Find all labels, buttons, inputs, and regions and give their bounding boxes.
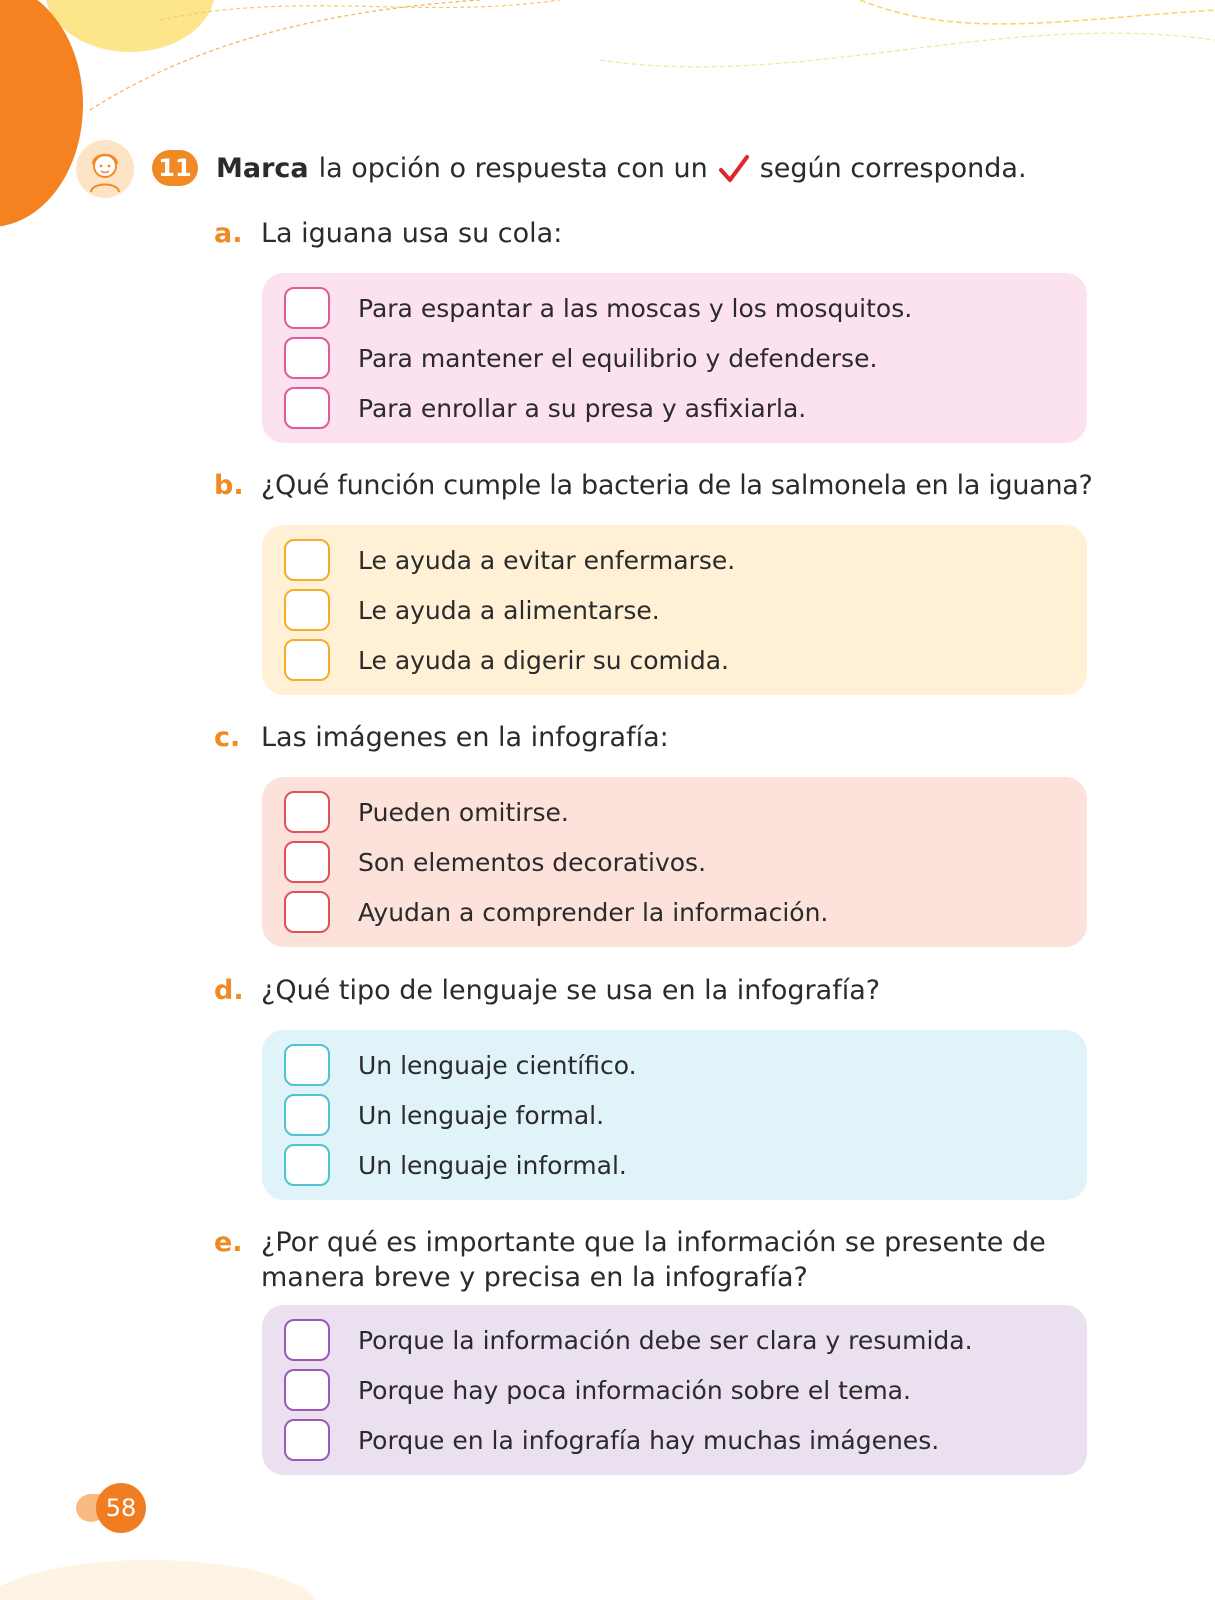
- option-row: [284, 889, 828, 935]
- option-row: [284, 1042, 637, 1088]
- option-checkbox[interactable]: [284, 841, 330, 883]
- option-row: [284, 285, 912, 331]
- question-e: [214, 1225, 1054, 1295]
- question-c: [214, 720, 1104, 755]
- option-checkbox[interactable]: [284, 1144, 330, 1186]
- instruction-bold-verb: Marca: [216, 153, 309, 184]
- question-text: ¿Qué función cumple la bacteria de la salmonela en la iguana?: [261, 470, 1093, 501]
- option-row: [284, 587, 660, 633]
- question-letter: d.: [214, 975, 244, 1006]
- options-box-e: [262, 1305, 1087, 1475]
- question-b: [214, 468, 1104, 503]
- option-label: Un lenguaje científico.: [358, 1050, 637, 1080]
- instruction-text: [216, 150, 1027, 188]
- option-label: Porque hay poca información sobre el tema.: [358, 1375, 911, 1405]
- option-checkbox[interactable]: [284, 791, 330, 833]
- option-checkbox[interactable]: [284, 1369, 330, 1411]
- option-label: Le ayuda a alimentarse.: [358, 595, 660, 625]
- student-avatar-icon: [76, 140, 134, 198]
- option-label: Para mantener el equilibrio y defenderse.: [358, 343, 878, 373]
- option-row: [284, 637, 729, 683]
- option-checkbox[interactable]: [284, 1044, 330, 1086]
- option-row: [284, 1317, 973, 1363]
- option-row: [284, 1142, 627, 1188]
- option-label: Un lenguaje informal.: [358, 1150, 627, 1180]
- checkmark-icon: [718, 154, 750, 184]
- page-number: 58: [96, 1483, 146, 1533]
- options-box-a: [262, 273, 1087, 443]
- question-text: Las imágenes en la infografía:: [261, 722, 669, 753]
- option-checkbox[interactable]: [284, 1094, 330, 1136]
- option-label: Son elementos decorativos.: [358, 847, 707, 877]
- question-a: [214, 216, 1104, 251]
- option-label: Porque en la infografía hay muchas imágenes.: [358, 1425, 940, 1455]
- options-box-b: [262, 525, 1087, 695]
- option-row: [284, 789, 569, 835]
- option-label: Le ayuda a evitar enfermarse.: [358, 545, 736, 575]
- option-row: [284, 839, 706, 885]
- option-row: [284, 385, 806, 431]
- question-text: ¿Por qué es importante que la información se presente de manera breve y precisa en la infografía?: [261, 1227, 1046, 1293]
- option-row: [284, 1092, 604, 1138]
- option-checkbox[interactable]: [284, 287, 330, 329]
- options-box-d: [262, 1030, 1087, 1200]
- option-label: Porque la información debe ser clara y resumida.: [358, 1325, 973, 1355]
- option-label: Le ayuda a digerir su comida.: [358, 645, 729, 675]
- option-checkbox[interactable]: [284, 539, 330, 581]
- option-checkbox[interactable]: [284, 639, 330, 681]
- options-box-c: [262, 777, 1087, 947]
- option-label: Para espantar a las moscas y los mosquitos.: [358, 293, 913, 323]
- option-label: Un lenguaje formal.: [358, 1100, 605, 1130]
- option-label: Pueden omitirse.: [358, 797, 569, 827]
- option-label: Para enrollar a su presa y asfixiarla.: [358, 393, 807, 423]
- option-checkbox[interactable]: [284, 1319, 330, 1361]
- question-d: [214, 973, 1104, 1008]
- option-row: [284, 335, 877, 381]
- question-letter: b.: [214, 470, 244, 501]
- question-letter: e.: [214, 1227, 243, 1258]
- option-row: [284, 1417, 939, 1463]
- question-text: La iguana usa su cola:: [261, 218, 563, 249]
- option-checkbox[interactable]: [284, 589, 330, 631]
- option-row: [284, 537, 735, 583]
- instruction-text-start: la opción o respuesta con un: [318, 153, 708, 184]
- activity-number-badge: 11: [152, 150, 198, 186]
- option-checkbox[interactable]: [284, 1419, 330, 1461]
- option-checkbox[interactable]: [284, 387, 330, 429]
- question-letter: c.: [214, 722, 241, 753]
- option-row: [284, 1367, 911, 1413]
- question-text: ¿Qué tipo de lenguaje se usa en la infografía?: [261, 975, 881, 1006]
- instruction-text-end: según corresponda.: [759, 153, 1027, 184]
- option-checkbox[interactable]: [284, 337, 330, 379]
- option-label: Ayudan a comprender la información.: [358, 897, 829, 927]
- question-letter: a.: [214, 218, 243, 249]
- option-checkbox[interactable]: [284, 891, 330, 933]
